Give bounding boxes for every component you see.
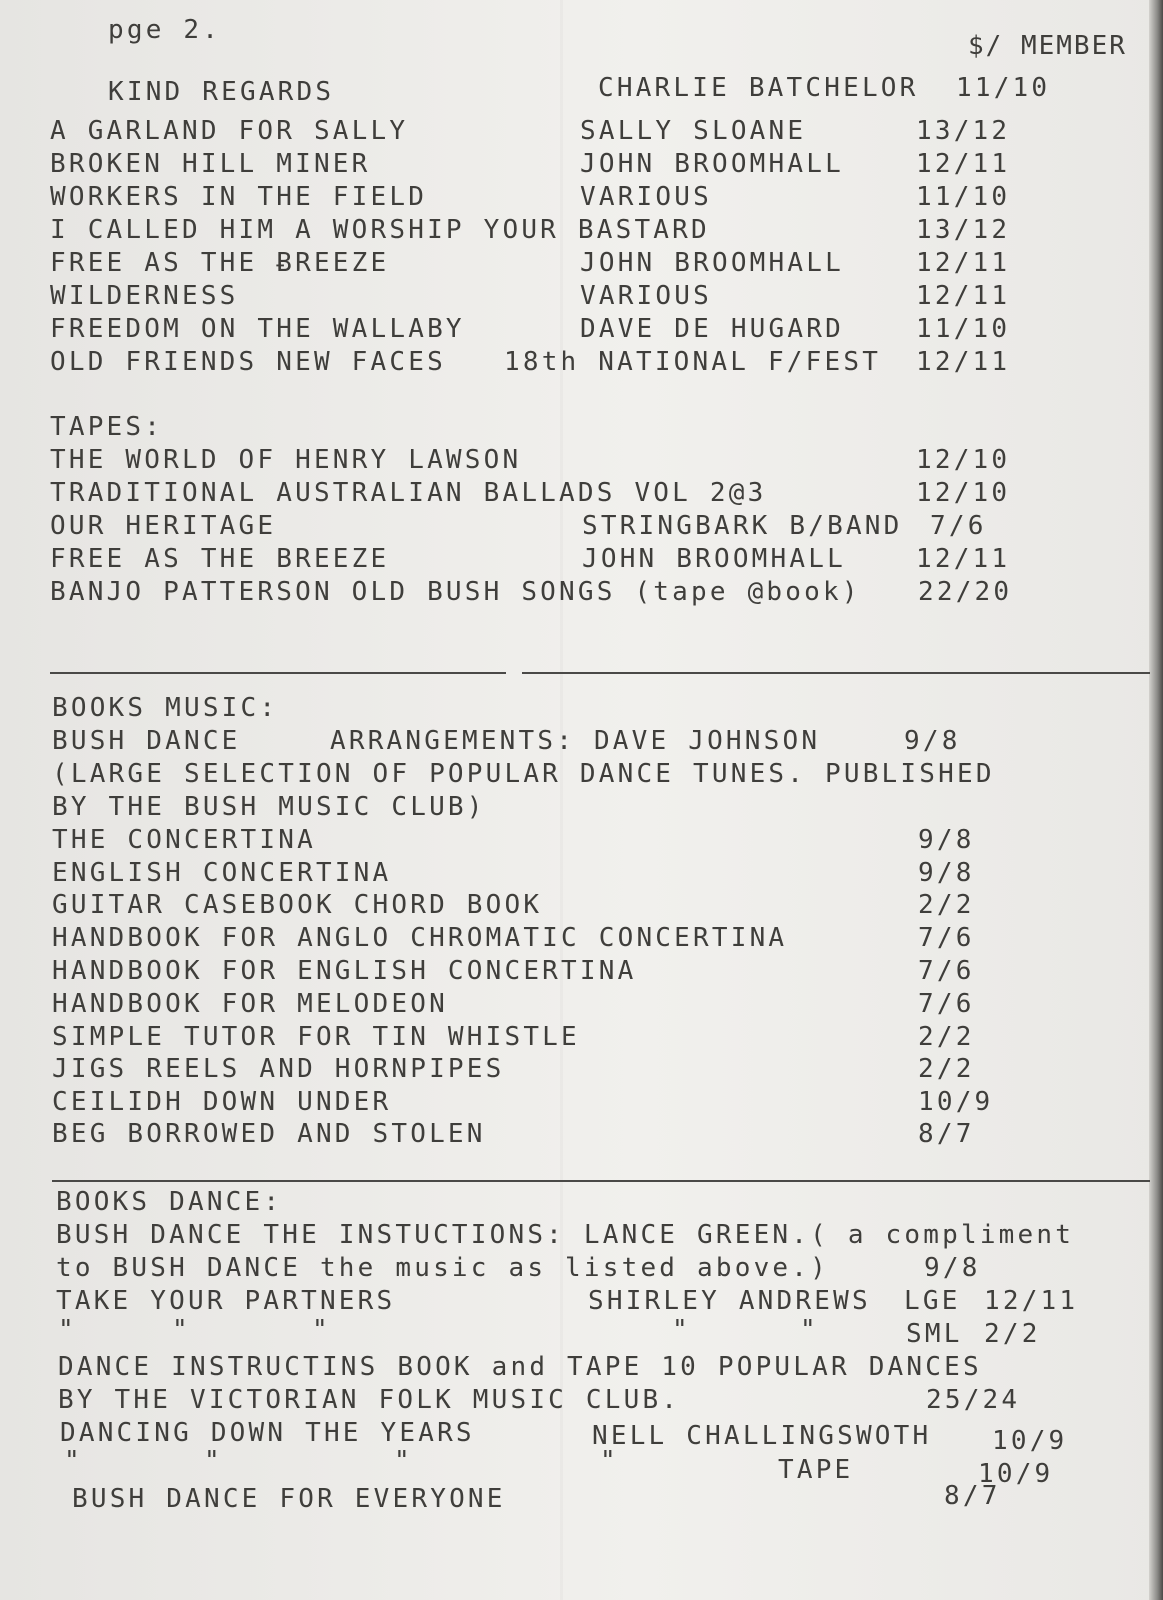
tape-price: 12/11 (916, 544, 1011, 574)
record-price: 11/10 (956, 73, 1051, 103)
book-title: GUITAR CASEBOOK CHORD BOOK (52, 890, 543, 920)
record-artist: VARIOUS (580, 281, 712, 311)
record-price: 13/12 (916, 116, 1011, 146)
dance-book-format: TAPE (778, 1455, 854, 1485)
book-price: 9/8 (918, 825, 975, 855)
book-price: 10/9 (918, 1087, 994, 1117)
dance-book-price: 25/24 (926, 1385, 1021, 1415)
record-artist: VARIOUS (580, 182, 712, 212)
books-music-heading: BOOKS MUSIC: (52, 693, 279, 723)
book-title: THE CONCERTINA (52, 825, 316, 855)
record-title: A GARLAND FOR SALLY (50, 116, 409, 146)
book-price: 8/7 (918, 1119, 975, 1149)
book-title: SIMPLE TUTOR FOR TIN WHISTLE (52, 1022, 580, 1052)
book-title: ENGLISH CONCERTINA (52, 858, 392, 888)
tape-artist: JOHN BROOMHALL (582, 544, 846, 574)
dance-book-size: SML (906, 1319, 963, 1349)
book-price: 2/2 (918, 1022, 975, 1052)
tape-title: TRADITIONAL AUSTRALIAN BALLADS VOL 2@3 (50, 478, 767, 508)
tape-price: 22/20 (918, 577, 1013, 607)
book-price: 7/6 (918, 956, 975, 986)
book-title: JIGS REELS AND HORNPIPES (52, 1054, 505, 1084)
book-price: 2/2 (918, 890, 975, 920)
ditto-mark: " (600, 1446, 619, 1476)
record-title: OLD FRIENDS NEW FACES (50, 347, 446, 377)
price-heading: $/ MEMBER (968, 31, 1127, 61)
dance-book-author: NELL CHALLINGSWOTH (592, 1421, 932, 1451)
record-title: FREE AS THE ɃREEZE (50, 248, 390, 278)
ditto-mark: " (58, 1315, 77, 1345)
record-artist: DAVE DE HUGARD (580, 314, 844, 344)
dance-book-price: 10/9 (992, 1426, 1068, 1456)
ditto-mark: " (172, 1315, 191, 1345)
dance-book-title: DANCING DOWN THE YEARS (60, 1418, 475, 1448)
tape-price: 12/10 (916, 478, 1011, 508)
book-price: 2/2 (918, 1054, 975, 1084)
record-title: FREEDOM ON THE WALLABY (50, 314, 465, 344)
paper-edge (1149, 0, 1163, 1600)
tape-title: FREE AS THE BREEZE (50, 544, 390, 574)
section-divider (52, 1180, 1150, 1182)
section-divider (522, 672, 1150, 674)
dance-book-size: LGE (904, 1286, 961, 1316)
record-price: 12/11 (916, 281, 1011, 311)
record-artist: JOHN BROOMHALL (580, 248, 844, 278)
tape-price: 7/6 (930, 511, 987, 541)
book-price: 7/6 (918, 923, 975, 953)
dance-book-note: to BUSH DANCE the music as listed above.) (56, 1253, 829, 1283)
page-number: pge 2. (108, 15, 222, 45)
ditto-mark: " (394, 1446, 413, 1476)
record-artist: 18th NATIONAL F/FEST (504, 347, 882, 377)
record-title: WILDERNESS (50, 281, 239, 311)
record-price: 11/10 (916, 314, 1011, 344)
tape-price: 12/10 (916, 445, 1011, 475)
dance-book-author: SHIRLEY ANDREWS (588, 1286, 871, 1316)
book-title: BUSH DANCE (52, 726, 241, 756)
ditto-mark: " (204, 1446, 223, 1476)
ditto-mark: " (672, 1315, 691, 1345)
tapes-heading: TAPES: (50, 412, 164, 442)
record-price: 13/12 (916, 215, 1011, 245)
book-title: HANDBOOK FOR ENGLISH CONCERTINA (52, 956, 637, 986)
book-arranger: ARRANGEMENTS: DAVE JOHNSON (330, 726, 821, 756)
book-price: 9/8 (904, 726, 961, 756)
dance-book-price: 9/8 (924, 1253, 981, 1283)
record-artist: CHARLIE BATCHELOR (598, 73, 919, 103)
dance-book-price: 2/2 (984, 1319, 1041, 1349)
dance-book-title: TAKE YOUR PARTNERS (56, 1286, 396, 1316)
book-title: HANDBOOK FOR MELODEON (52, 989, 448, 1019)
book-title: CEILIDH DOWN UNDER (52, 1087, 392, 1117)
ditto-mark: " (64, 1446, 83, 1476)
dance-book-price: 10/9 (978, 1459, 1054, 1489)
book-title: BEG BORROWED AND STOLEN (52, 1119, 486, 1149)
books-dance-heading: BOOKS DANCE: (56, 1187, 283, 1217)
record-artist: JOHN BROOMHALL (580, 149, 844, 179)
record-title: WORKERS IN THE FIELD (50, 182, 428, 212)
record-price: 12/11 (916, 149, 1011, 179)
dance-book-price: 8/7 (944, 1481, 1001, 1511)
dance-book-price: 12/11 (984, 1286, 1079, 1316)
ditto-mark: " (800, 1315, 819, 1345)
record-title: KIND REGARDS (108, 77, 335, 107)
record-price: 12/11 (916, 347, 1011, 377)
dance-book-title: BUSH DANCE FOR EVERYONE (72, 1484, 506, 1514)
ditto-mark: " (312, 1315, 331, 1345)
dance-book-note: BY THE VICTORIAN FOLK MUSIC CLUB. (58, 1385, 681, 1415)
record-title: BROKEN HILL MINER (50, 149, 371, 179)
dance-book-title: DANCE INSTRUCTINS BOOK and TAPE 10 POPULAR DANCES (58, 1352, 982, 1382)
book-note: (LARGE SELECTION OF POPULAR DANCE TUNES. PUBLISHED (52, 759, 995, 789)
tape-artist: STRINGBARK B/BAND (582, 511, 903, 541)
tape-title: OUR HERITAGE (50, 511, 277, 541)
book-title: HANDBOOK FOR ANGLO CHROMATIC CONCERTINA (52, 923, 788, 953)
record-title: I CALLED HIM A WORSHIP YOUR BASTARD (50, 215, 710, 245)
record-artist: SALLY SLOANE (580, 116, 807, 146)
section-divider (50, 672, 506, 674)
dance-book-title: BUSH DANCE THE INSTUCTIONS: LANCE GREEN.( a compliment (56, 1220, 1075, 1250)
book-price: 7/6 (918, 989, 975, 1019)
book-note: BY THE BUSH MUSIC CLUB) (52, 792, 486, 822)
tape-title: THE WORLD OF HENRY LAWSON (50, 445, 522, 475)
record-price: 11/10 (916, 182, 1011, 212)
record-price: 12/11 (916, 248, 1011, 278)
tape-title: BANJO PATTERSON OLD BUSH SONGS (tape @book) (50, 577, 861, 607)
book-price: 9/8 (918, 858, 975, 888)
